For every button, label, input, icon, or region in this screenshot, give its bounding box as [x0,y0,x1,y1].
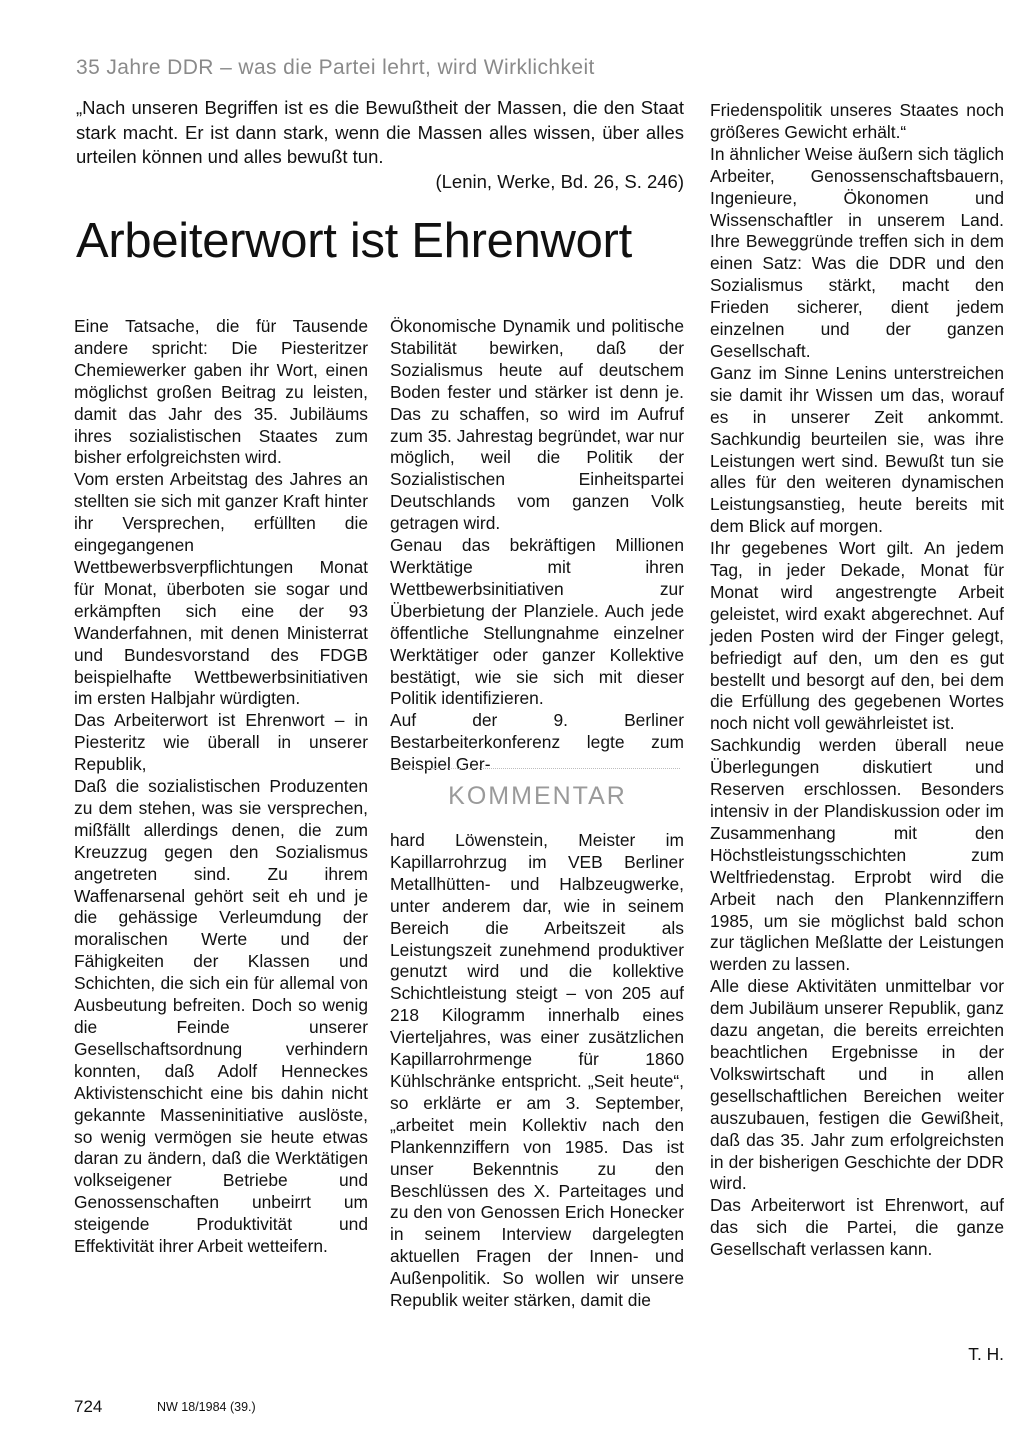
paragraph: Alle diese Aktivitäten unmittelbar vor dem Jubiläum unserer Republik, ganz dazu angetan, die bereits erreichten beachtlichen Ergebnisse in der Volkswirtschaft und in allen gesellschaftlichen Bereichen weiter auszubauen, festigen die Gewißheit, daß das 35. Jahr zum erfolgreichsten in der bisherigen Geschichte der DDR wird. [710,976,1004,1194]
paragraph: Das Arbeiterwort ist Ehrenwort, auf das sich die Partei, die ganze Gesellschaft verlassen kann. [710,1195,1004,1260]
page-number: 724 [74,1397,103,1416]
paragraph: hard Löwenstein, Meister im Kapillarrohrzug im VEB Berliner Metallhütten- und Halbzeugwerke, unter anderem dar, wie in seinem Bereich die Arbeitszeit als Leistungszeit zunehmend produktiver genutzt wird und die kollektive Schichtleistung steigt – von 205 auf 218 Kilogramm innerhalb eines Vierteljahres, was einer zusätzlichen Kapillarrohrmenge für 1860 Kühlschränke entspricht. „Seit heute“, so erklärte er am 3. September, „arbeitet mein Kollektiv nach den Plankennziffern von 1985. Das ist unser Bekenntnis zu den Beschlüssen des X. Parteitages und zu den von Genossen Erich Honecker in seinem Interview dargelegten aktuellen Fragen der Innen- und Außenpolitik. So wollen wir unsere Republik weiter stärken, damit die [390,830,684,1311]
paragraph: Sachkundig werden überall neue Überlegungen diskutiert und Reserven erschlossen. Besonders intensiv in der Plandiskussion oder im Zusammenhang mit den Höchstleistungsschichten zum Weltfriedenstag. Erprobt wird die Arbeit nach den Plankennziffern 1985, um sie möglichst bald schon zur täglichen Meßlatte der Leistungen werden zu lassen. [710,735,1004,975]
paragraph: Auf der 9. Berliner Bestarbeiterkonferenz legte zum Beispiel Ger- [390,710,684,775]
kommentar-label: KOMMENTAR [448,782,627,810]
column-2-bottom [390,830,684,1312]
paragraph: Vom ersten Arbeitstag des Jahres an stellten sie sich mit ganzer Kraft hinter ihr Versprechen, erfüllten die eingegangenen Wettbewerbsverpflichtungen Monat für Monat, überboten sie sogar und erkämpften sich eine der 93 Wanderfahnen, mit denen Ministerrat und Bundesvorstand des FDGB beispielhafte Wettbewerbsinitiativen im ersten Halbjahr würdigten. [74,469,368,709]
author-signature: T. H. [968,1344,1004,1364]
paragraph: Ökonomische Dynamik und politische Stabilität bewirken, daß der Sozialismus heute auf deutschem Boden fester und stärker ist denn je. Das zu schaffen, so wird im Aufruf zum 35. Jahrestag begründet, war nur möglich, weil die Politik der Sozialistischen Einheitspartei Deutschlands vom ganzen Volk getragen wird. [390,316,684,534]
epigraph-source: (Lenin, Werke, Bd. 26, S. 246) [435,171,684,192]
paragraph: Ihr gegebenes Wort gilt. An jedem Tag, in jeder Dekade, Monat für Monat wird angestrengte Arbeit geleistet, wird exakt abgerechnet. Auf jeden Posten wird der Finger gelegt, befriedigt auf den, um den es gut bestellt und besorgt auf den, bei dem die Erfüllung des gegebenen Wortes noch nicht voll gewährleistet ist. [710,538,1004,734]
paragraph: Das Arbeiterwort ist Ehrenwort – in Piesteritz wie überall in unserer Republik, [74,710,368,775]
paragraph: Genau das bekräftigen Millionen Werktätige mit ihren Wettbewerbsinitiativen zur Überbietung der Planziele. Auch jede öffentliche Stellungnahme einzelner Werktätiger oder ganzer Kollektive bestätigt, wie sie sich mit dieser Politik identifizieren. [390,535,684,709]
column-1 [74,316,368,1258]
paragraph: In ähnlicher Weise äußern sich täglich Arbeiter, Genossenschaftsbauern, Ingenieure, Ökonomen und Wissenschaftler in unserem Land. Ihre Beweggründe treffen sich in dem einen Satz: Was die DDR und den Sozialismus stärkt, macht den Frieden sicherer, dient jedem einzelnen und der ganzen Gesellschaft. [710,143,1004,361]
paragraph: Ganz im Sinne Lenins unterstreichen sie damit ihr Wissen um das, worauf es in unserer Zeit ankommt. Sachkundig beurteilen sie, was ihre Leistungen wert sind. Bewußt tun sie alles für den weiteren dynamischen Leistungsanstieg, heute bereits mit dem Blick auf morgen. [710,362,1004,537]
kommentar-divider [395,768,680,769]
issue-reference: NW 18/1984 (39.) [157,1400,256,1414]
article-headline: Arbeiterwort ist Ehrenwort [76,214,632,268]
paragraph: Daß die sozialistischen Produzenten zu dem stehen, was sie versprechen, mißfällt allerdings denen, die zum Kreuzzug gegen den Sozialismus angetreten sind. Zu ihrem Waffenarsenal gehört seit eh und je die gehässige Verleumdung der moralischen Werte und der Fähigkeiten der Klassen und Schichten, die sich ein für allemal von Ausbeutung befreiten. Doch so wenig die Feinde unserer Gesellschaftsordnung verhindern konnten, daß Adolf Henneckes Aktivistenschicht eine bis dahin nicht gekannte Masseninitiative auslöste, so wenig vermögen sie heute etwas daran zu ändern, daß die Werktätigen volkseigener Betriebe und Genossenschaften unbeirrt um steigende Produktivität und Effektivität ihrer Arbeit wetteifern. [74,776,368,1257]
column-2-top [390,316,684,776]
paragraph: Friedenspolitik unseres Staates noch größeres Gewicht erhält.“ [710,100,1004,142]
epigraph-quote: „Nach unseren Begriffen ist es die Bewußtheit der Massen, die den Staat stark macht. Er ist dann stark, wenn die Massen alles wissen, über alles urteilen können und alles bewußt tun. [76,97,684,168]
column-3 [710,100,1004,1261]
running-head: 35 Jahre DDR – was die Partei lehrt, wird Wirklichkeit [76,56,595,79]
paragraph: Eine Tatsache, die für Tausende andere spricht: Die Piesteritzer Chemiewerker gaben ihr Wort, einen möglichst großen Beitrag zu leisten, damit das Jahr des 35. Jubiläums ihres sozialistischen Staates zum bisher erfolgreichsten wird. [74,316,368,468]
